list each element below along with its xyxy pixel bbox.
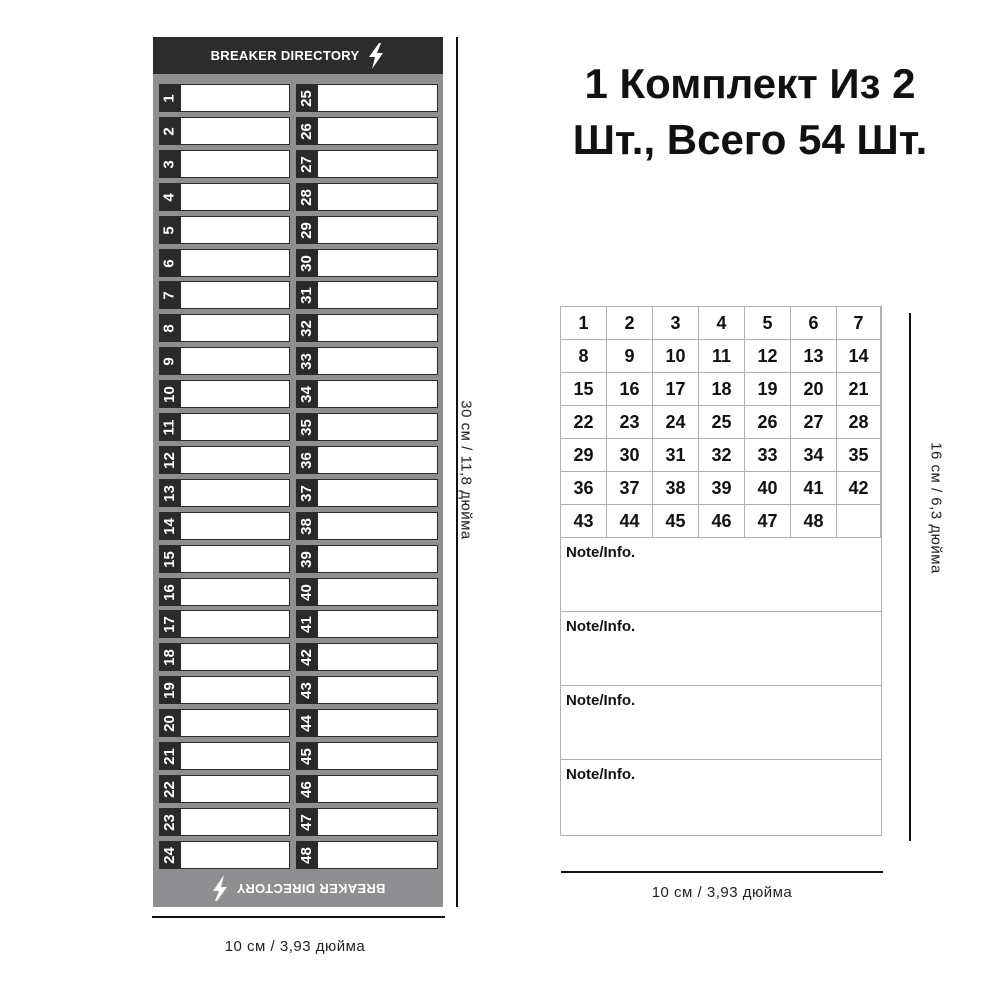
heading-line-2: Шт., Всего 54 Шт.	[572, 116, 928, 163]
circuit-number	[296, 578, 316, 606]
circuit-label-field	[181, 447, 289, 473]
grid-cell: 21	[837, 373, 881, 406]
directory-row	[296, 841, 438, 869]
circuit-number	[296, 610, 316, 638]
circuit-number-label: 7	[160, 290, 178, 300]
directory-row	[159, 216, 290, 244]
circuit-label-field	[318, 579, 437, 605]
circuit-number-label: 26	[297, 122, 315, 140]
circuit-label-field	[318, 315, 437, 341]
circuit-label-field	[181, 414, 289, 440]
circuit-number-label: 14	[160, 517, 178, 535]
circuit-number	[159, 578, 179, 606]
grid-cell: 8	[561, 340, 607, 373]
circuit-number	[296, 380, 316, 408]
grid-cell: 39	[699, 472, 745, 505]
directory-row	[159, 775, 290, 803]
directory-row	[159, 512, 290, 540]
directory-row	[159, 545, 290, 573]
circuit-number	[159, 446, 179, 474]
circuit-number-label: 33	[297, 352, 315, 370]
grid-cell: 32	[699, 439, 745, 472]
circuit-label-field	[181, 151, 289, 177]
circuit-number-label: 23	[160, 813, 178, 831]
circuit-number-label: 1	[160, 93, 178, 103]
circuit-number	[296, 643, 316, 671]
circuit-number-label: 44	[297, 714, 315, 732]
circuit-label-field	[318, 480, 437, 506]
circuit-label-field	[181, 579, 289, 605]
circuit-label-field	[318, 447, 437, 473]
note-label: Note/Info.	[566, 692, 636, 709]
circuit-number-label: 19	[160, 681, 178, 699]
circuit-number	[296, 545, 316, 573]
directory-row	[296, 808, 438, 836]
circuit-number-label: 32	[297, 319, 315, 337]
circuit-label-field	[318, 348, 437, 374]
directory-row	[296, 479, 438, 507]
circuit-number	[296, 479, 316, 507]
circuit-number-label: 34	[297, 385, 315, 403]
circuit-number	[159, 841, 179, 869]
directory-row	[159, 676, 290, 704]
lightning-bolt-icon	[211, 876, 229, 902]
directory-row	[296, 84, 438, 112]
directory-header	[153, 37, 443, 74]
grid-cell: 43	[561, 505, 607, 538]
note-box	[561, 538, 881, 612]
grid-cell: 25	[699, 406, 745, 439]
grid-cell: 19	[745, 373, 791, 406]
circuit-number-label: 48	[297, 846, 315, 864]
circuit-label-field	[318, 809, 437, 835]
circuit-number	[159, 216, 179, 244]
directory-row	[296, 610, 438, 638]
circuit-number	[159, 643, 179, 671]
left-width-label: 10 см / 3,93 дюйма	[224, 938, 366, 955]
grid-cell: 45	[653, 505, 699, 538]
circuit-number	[296, 84, 316, 112]
circuit-label-field	[181, 743, 289, 769]
circuit-number	[159, 380, 179, 408]
circuit-number-label: 10	[160, 385, 178, 403]
directory-row	[296, 578, 438, 606]
directory-row	[296, 281, 438, 309]
circuit-label-field	[318, 743, 437, 769]
circuit-label-field	[318, 151, 437, 177]
circuit-number	[296, 446, 316, 474]
circuit-label-field	[181, 809, 289, 835]
circuit-label-field	[181, 85, 289, 111]
circuit-number	[296, 808, 316, 836]
circuit-number	[159, 479, 179, 507]
grid-cell: 36	[561, 472, 607, 505]
grid-cell: 42	[837, 472, 881, 505]
grid-cell: 16	[607, 373, 653, 406]
circuit-number	[296, 150, 316, 178]
circuit-number	[296, 117, 316, 145]
circuit-label-field	[318, 776, 437, 802]
directory-row	[159, 841, 290, 869]
circuit-label-field	[181, 546, 289, 572]
directory-row	[296, 380, 438, 408]
circuit-number-label: 5	[160, 225, 178, 235]
circuit-number-label: 9	[160, 356, 178, 366]
directory-row	[296, 347, 438, 375]
grid-cell: 6	[791, 307, 837, 340]
directory-row	[296, 117, 438, 145]
directory-row	[159, 446, 290, 474]
circuit-label-field	[318, 118, 437, 144]
directory-row	[296, 446, 438, 474]
grid-cell: 3	[653, 307, 699, 340]
circuit-number-label: 21	[160, 747, 178, 765]
directory-row	[296, 413, 438, 441]
circuit-label-field	[318, 217, 437, 243]
left-width-dimension-line	[152, 916, 445, 918]
lightning-bolt-icon	[367, 43, 385, 69]
circuit-number	[159, 413, 179, 441]
circuit-label-field	[181, 644, 289, 670]
right-width-label: 10 см / 3,93 дюйма	[651, 884, 793, 901]
directory-row	[159, 610, 290, 638]
directory-row	[159, 742, 290, 770]
circuit-number-label: 18	[160, 648, 178, 666]
grid-cell: 5	[745, 307, 791, 340]
grid-cell: 15	[561, 373, 607, 406]
circuit-number-label: 38	[297, 517, 315, 535]
circuit-number	[296, 249, 316, 277]
circuit-number-label: 41	[297, 615, 315, 633]
circuit-label-field	[318, 842, 437, 868]
directory-row	[159, 808, 290, 836]
directory-row	[159, 117, 290, 145]
circuit-label-field	[181, 513, 289, 539]
circuit-number-label: 15	[160, 550, 178, 568]
circuit-number-label: 13	[160, 484, 178, 502]
right-height-label: 16 см / 6,3 дюйма	[927, 442, 945, 574]
circuit-label-field	[318, 710, 437, 736]
circuit-number-label: 25	[297, 89, 315, 107]
circuit-number	[296, 841, 316, 869]
note-box	[561, 686, 881, 760]
grid-cell: 29	[561, 439, 607, 472]
directory-row	[296, 150, 438, 178]
grid-cell: 22	[561, 406, 607, 439]
circuit-number	[159, 709, 179, 737]
circuit-number	[159, 314, 179, 342]
circuit-number-label: 4	[160, 192, 178, 202]
circuit-number-label: 20	[160, 714, 178, 732]
circuit-number-label: 22	[160, 780, 178, 798]
directory-row	[159, 84, 290, 112]
circuit-number	[296, 183, 316, 211]
circuit-number	[159, 808, 179, 836]
directory-row	[159, 347, 290, 375]
circuit-number-label: 2	[160, 126, 178, 136]
circuit-label-field	[181, 677, 289, 703]
directory-title: BREAKER DIRECTORY	[210, 48, 360, 63]
circuit-number-label: 27	[297, 155, 315, 173]
circuit-number-label: 45	[297, 747, 315, 765]
circuit-label-field	[181, 217, 289, 243]
directory-row	[296, 512, 438, 540]
circuit-label-field	[318, 677, 437, 703]
circuit-label-field	[181, 710, 289, 736]
grid-cell: 44	[607, 505, 653, 538]
circuit-number	[296, 709, 316, 737]
circuit-label-field	[318, 611, 437, 637]
grid-cell: 48	[791, 505, 837, 538]
directory-row	[159, 150, 290, 178]
grid-cell: 4	[699, 307, 745, 340]
circuit-number-label: 35	[297, 418, 315, 436]
circuit-number-label: 40	[297, 583, 315, 601]
grid-cell: 46	[699, 505, 745, 538]
circuit-number	[159, 545, 179, 573]
circuit-number-label: 30	[297, 254, 315, 272]
circuit-number	[159, 347, 179, 375]
circuit-label-field	[181, 611, 289, 637]
circuit-number	[159, 84, 179, 112]
left-height-label: 30 см / 11,8 дюйма	[457, 400, 475, 540]
grid-cell: 34	[791, 439, 837, 472]
grid-cell: 41	[791, 472, 837, 505]
grid-cell: 33	[745, 439, 791, 472]
circuit-number	[159, 117, 179, 145]
note-box	[561, 760, 881, 834]
circuit-number-label: 3	[160, 159, 178, 169]
circuit-label-field	[181, 776, 289, 802]
directory-row	[159, 643, 290, 671]
circuit-label-field	[318, 546, 437, 572]
directory-row	[296, 742, 438, 770]
circuit-number-label: 31	[297, 286, 315, 304]
directory-row	[159, 380, 290, 408]
grid-cell: 14	[837, 340, 881, 373]
grid-cell: 35	[837, 439, 881, 472]
right-width-dimension-line	[561, 871, 883, 873]
grid-cell: 23	[607, 406, 653, 439]
circuit-label-field	[181, 282, 289, 308]
grid-cell: 47	[745, 505, 791, 538]
note-box	[561, 612, 881, 686]
circuit-label-field	[181, 480, 289, 506]
grid-cell: 12	[745, 340, 791, 373]
circuit-number	[296, 281, 316, 309]
circuit-number	[159, 150, 179, 178]
directory-row	[159, 249, 290, 277]
circuit-number-label: 42	[297, 648, 315, 666]
circuit-number-label: 29	[297, 221, 315, 239]
directory-row	[159, 413, 290, 441]
circuit-number-label: 37	[297, 484, 315, 502]
circuit-number	[159, 610, 179, 638]
grid-cell: 31	[653, 439, 699, 472]
note-label: Note/Info.	[566, 544, 636, 561]
directory-row	[159, 709, 290, 737]
note-label: Note/Info.	[566, 766, 636, 783]
circuit-label-field	[181, 315, 289, 341]
directory-row	[296, 314, 438, 342]
circuit-label-field	[318, 250, 437, 276]
directory-row	[296, 216, 438, 244]
circuit-number	[296, 676, 316, 704]
breaker-directory-card	[153, 37, 443, 907]
grid-cell: 24	[653, 406, 699, 439]
circuit-number-label: 16	[160, 583, 178, 601]
circuit-label-field	[318, 381, 437, 407]
circuit-number-label: 11	[160, 419, 178, 435]
circuit-number	[296, 314, 316, 342]
circuit-number-label: 36	[297, 451, 315, 469]
grid-cell: 30	[607, 439, 653, 472]
directory-row	[296, 183, 438, 211]
circuit-number	[296, 512, 316, 540]
circuit-number	[159, 676, 179, 704]
note-label: Note/Info.	[566, 618, 636, 635]
circuit-number-label: 28	[297, 188, 315, 206]
circuit-number	[159, 183, 179, 211]
grid-cell: 11	[699, 340, 745, 373]
directory-row	[159, 314, 290, 342]
circuit-number	[159, 512, 179, 540]
directory-row	[296, 249, 438, 277]
circuit-label-field	[181, 118, 289, 144]
grid-cell: 2	[607, 307, 653, 340]
circuit-label-field	[181, 381, 289, 407]
right-height-dimension-line	[909, 313, 911, 841]
product-heading	[500, 56, 1000, 168]
circuit-number-label: 8	[160, 323, 178, 333]
directory-row	[296, 775, 438, 803]
grid-cell: 10	[653, 340, 699, 373]
grid-cell: 7	[837, 307, 881, 340]
grid-cell: 37	[607, 472, 653, 505]
directory-row	[296, 676, 438, 704]
circuit-label-field	[181, 842, 289, 868]
grid-cell: 9	[607, 340, 653, 373]
circuit-number	[159, 742, 179, 770]
circuit-number	[159, 775, 179, 803]
circuit-label-field	[318, 513, 437, 539]
directory-row	[296, 545, 438, 573]
directory-row	[159, 183, 290, 211]
grid-cell: 40	[745, 472, 791, 505]
grid-cell: 38	[653, 472, 699, 505]
directory-row	[159, 281, 290, 309]
circuit-label-field	[318, 644, 437, 670]
circuit-label-field	[181, 348, 289, 374]
circuit-label-field	[318, 282, 437, 308]
circuit-label-field	[318, 414, 437, 440]
grid-cell: 27	[791, 406, 837, 439]
grid-cell: 13	[791, 340, 837, 373]
circuit-number	[296, 347, 316, 375]
circuit-number-label: 46	[297, 780, 315, 798]
directory-row	[296, 709, 438, 737]
heading-line-1: 1 Комплект Из 2	[584, 60, 916, 107]
circuit-number	[296, 216, 316, 244]
circuit-number	[159, 281, 179, 309]
grid-cell: 28	[837, 406, 881, 439]
directory-row	[159, 578, 290, 606]
circuit-label-field	[318, 184, 437, 210]
circuit-number-label: 12	[160, 451, 178, 469]
grid-cell: 17	[653, 373, 699, 406]
circuit-number	[296, 775, 316, 803]
directory-row	[159, 479, 290, 507]
directory-row	[296, 643, 438, 671]
circuit-number	[296, 413, 316, 441]
circuit-number-label: 43	[297, 681, 315, 699]
grid-cell	[837, 505, 881, 538]
number-sticker-card	[560, 306, 882, 836]
circuit-label-field	[181, 250, 289, 276]
grid-cell: 26	[745, 406, 791, 439]
grid-cell: 20	[791, 373, 837, 406]
circuit-number	[159, 249, 179, 277]
directory-bottom-title: BREAKER DIRECTORY	[236, 881, 386, 896]
grid-cell: 1	[561, 307, 607, 340]
grid-cell: 18	[699, 373, 745, 406]
circuit-label-field	[181, 184, 289, 210]
circuit-number-label: 47	[297, 813, 315, 831]
directory-footer	[153, 870, 443, 907]
circuit-number-label: 39	[297, 550, 315, 568]
circuit-label-field	[318, 85, 437, 111]
circuit-number-label: 17	[160, 615, 178, 633]
circuit-number	[296, 742, 316, 770]
circuit-number-label: 6	[160, 258, 178, 268]
circuit-number-label: 24	[160, 846, 178, 864]
